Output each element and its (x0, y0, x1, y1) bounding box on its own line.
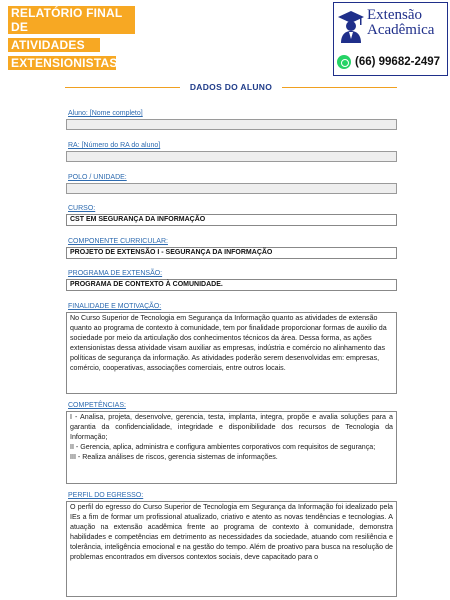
curso-label: CURSO: (68, 205, 96, 212)
polo-field[interactable] (66, 183, 397, 194)
polo-label: POLO / UNIDADE: (68, 174, 127, 181)
competencias-list (66, 411, 397, 484)
brand-contact (337, 53, 440, 71)
ra-label: RA: [Número do RA do aluno] (68, 142, 161, 149)
competencias-label: COMPETÊNCIAS: (68, 402, 126, 409)
brand-phone: (66) 99682-2497 (355, 56, 441, 68)
brand-name-line: Extensão (367, 7, 422, 23)
brand-name (367, 8, 434, 38)
header-banner (0, 0, 450, 80)
curso-value: CST EM SEGURANÇA DA INFORMAÇÃO (66, 214, 397, 226)
ra-field[interactable] (66, 151, 397, 162)
perfil-label: PERFIL DO EGRESSO: (68, 492, 144, 499)
report-title-line: EXTENSIONISTAS (8, 56, 116, 70)
report-title (8, 6, 138, 70)
brand-card (333, 2, 448, 76)
aluno-field[interactable] (66, 119, 397, 130)
report-title-line: RELATÓRIO FINAL DE (8, 6, 135, 34)
finalidade-paragraph: No Curso Superior de Tecnologia em Segurança da Informação quanto as atividades de extensão quanto ao programa de contexto à comunidade, tem por finalidade proporcionar formas de auxilio da sociedade por meio da articulação dos conhecimentos técnicos da área. Dessa forma, as ações extensionistas dessa atividade visam auxiliar as empresas, indústria e comércio no alinhamento das políticas de segurança da informação. As atividades poderão serem desenvolvidas em: empresas, comércio, cooperativas, associações comerciais, entre outros locais. (70, 314, 387, 372)
competencia-item: II - Gerencia, aplica, administra e configura ambientes corporativos com requisitos de segurança; (70, 442, 376, 451)
graduate-icon (338, 9, 364, 43)
componente-value: PROJETO DE EXTENSÃO I - SEGURANÇA DA INFORMAÇÃO (66, 247, 397, 259)
heading-rule (282, 87, 397, 88)
aluno-label: Aluno: [Nome completo] (68, 110, 143, 117)
report-title-line: ATIVIDADES (8, 38, 100, 52)
perfil-paragraph: O perfil do egresso do Curso Superior de Tecnologia em Segurança da Informação foi idealizado pela IEs a fim de formar um profissional atualizado, criativo e atento as novas tendências e tecnologias. A atuação na extensão acadêmica frente ao programa de contexto à comunidade, demonstra habilidades e competências em detrimento as necessidades da sociedade, atuando com resiliência e tolerância, inteligência emocional e na gestão do tempo. Além de proativo para busca na resolução de problemas encontrados em diversos contextos sociais, deve capacitado para o (70, 503, 393, 561)
perfil-text (66, 501, 397, 597)
whatsapp-icon (337, 55, 351, 69)
section-heading (65, 80, 397, 94)
section-title: DADOS DO ALUNO (189, 82, 273, 92)
competencia-item: III - Realiza análises de riscos, gerencia sistemas de informações. (70, 452, 278, 461)
componente-label: COMPONENTE CURRICULAR: (68, 238, 168, 245)
brand-name-line: Acadêmica (367, 22, 435, 38)
heading-rule (65, 87, 180, 88)
finalidade-label: FINALIDADE E MOTIVAÇÃO: (68, 303, 162, 310)
competencia-item: I - Analisa, projeta, desenvolve, gerencia, testa, implanta, integra, propõe e avalia soluções para a garantia da confidencialidade, integridade e disponibilidade dos recursos de Tecnologia da Informação; (70, 413, 393, 441)
programa-label: PROGRAMA DE EXTENSÃO: (68, 270, 163, 277)
finalidade-text (66, 312, 397, 394)
programa-value: PROGRAMA DE CONTEXTO À COMUNIDADE. (66, 279, 397, 291)
